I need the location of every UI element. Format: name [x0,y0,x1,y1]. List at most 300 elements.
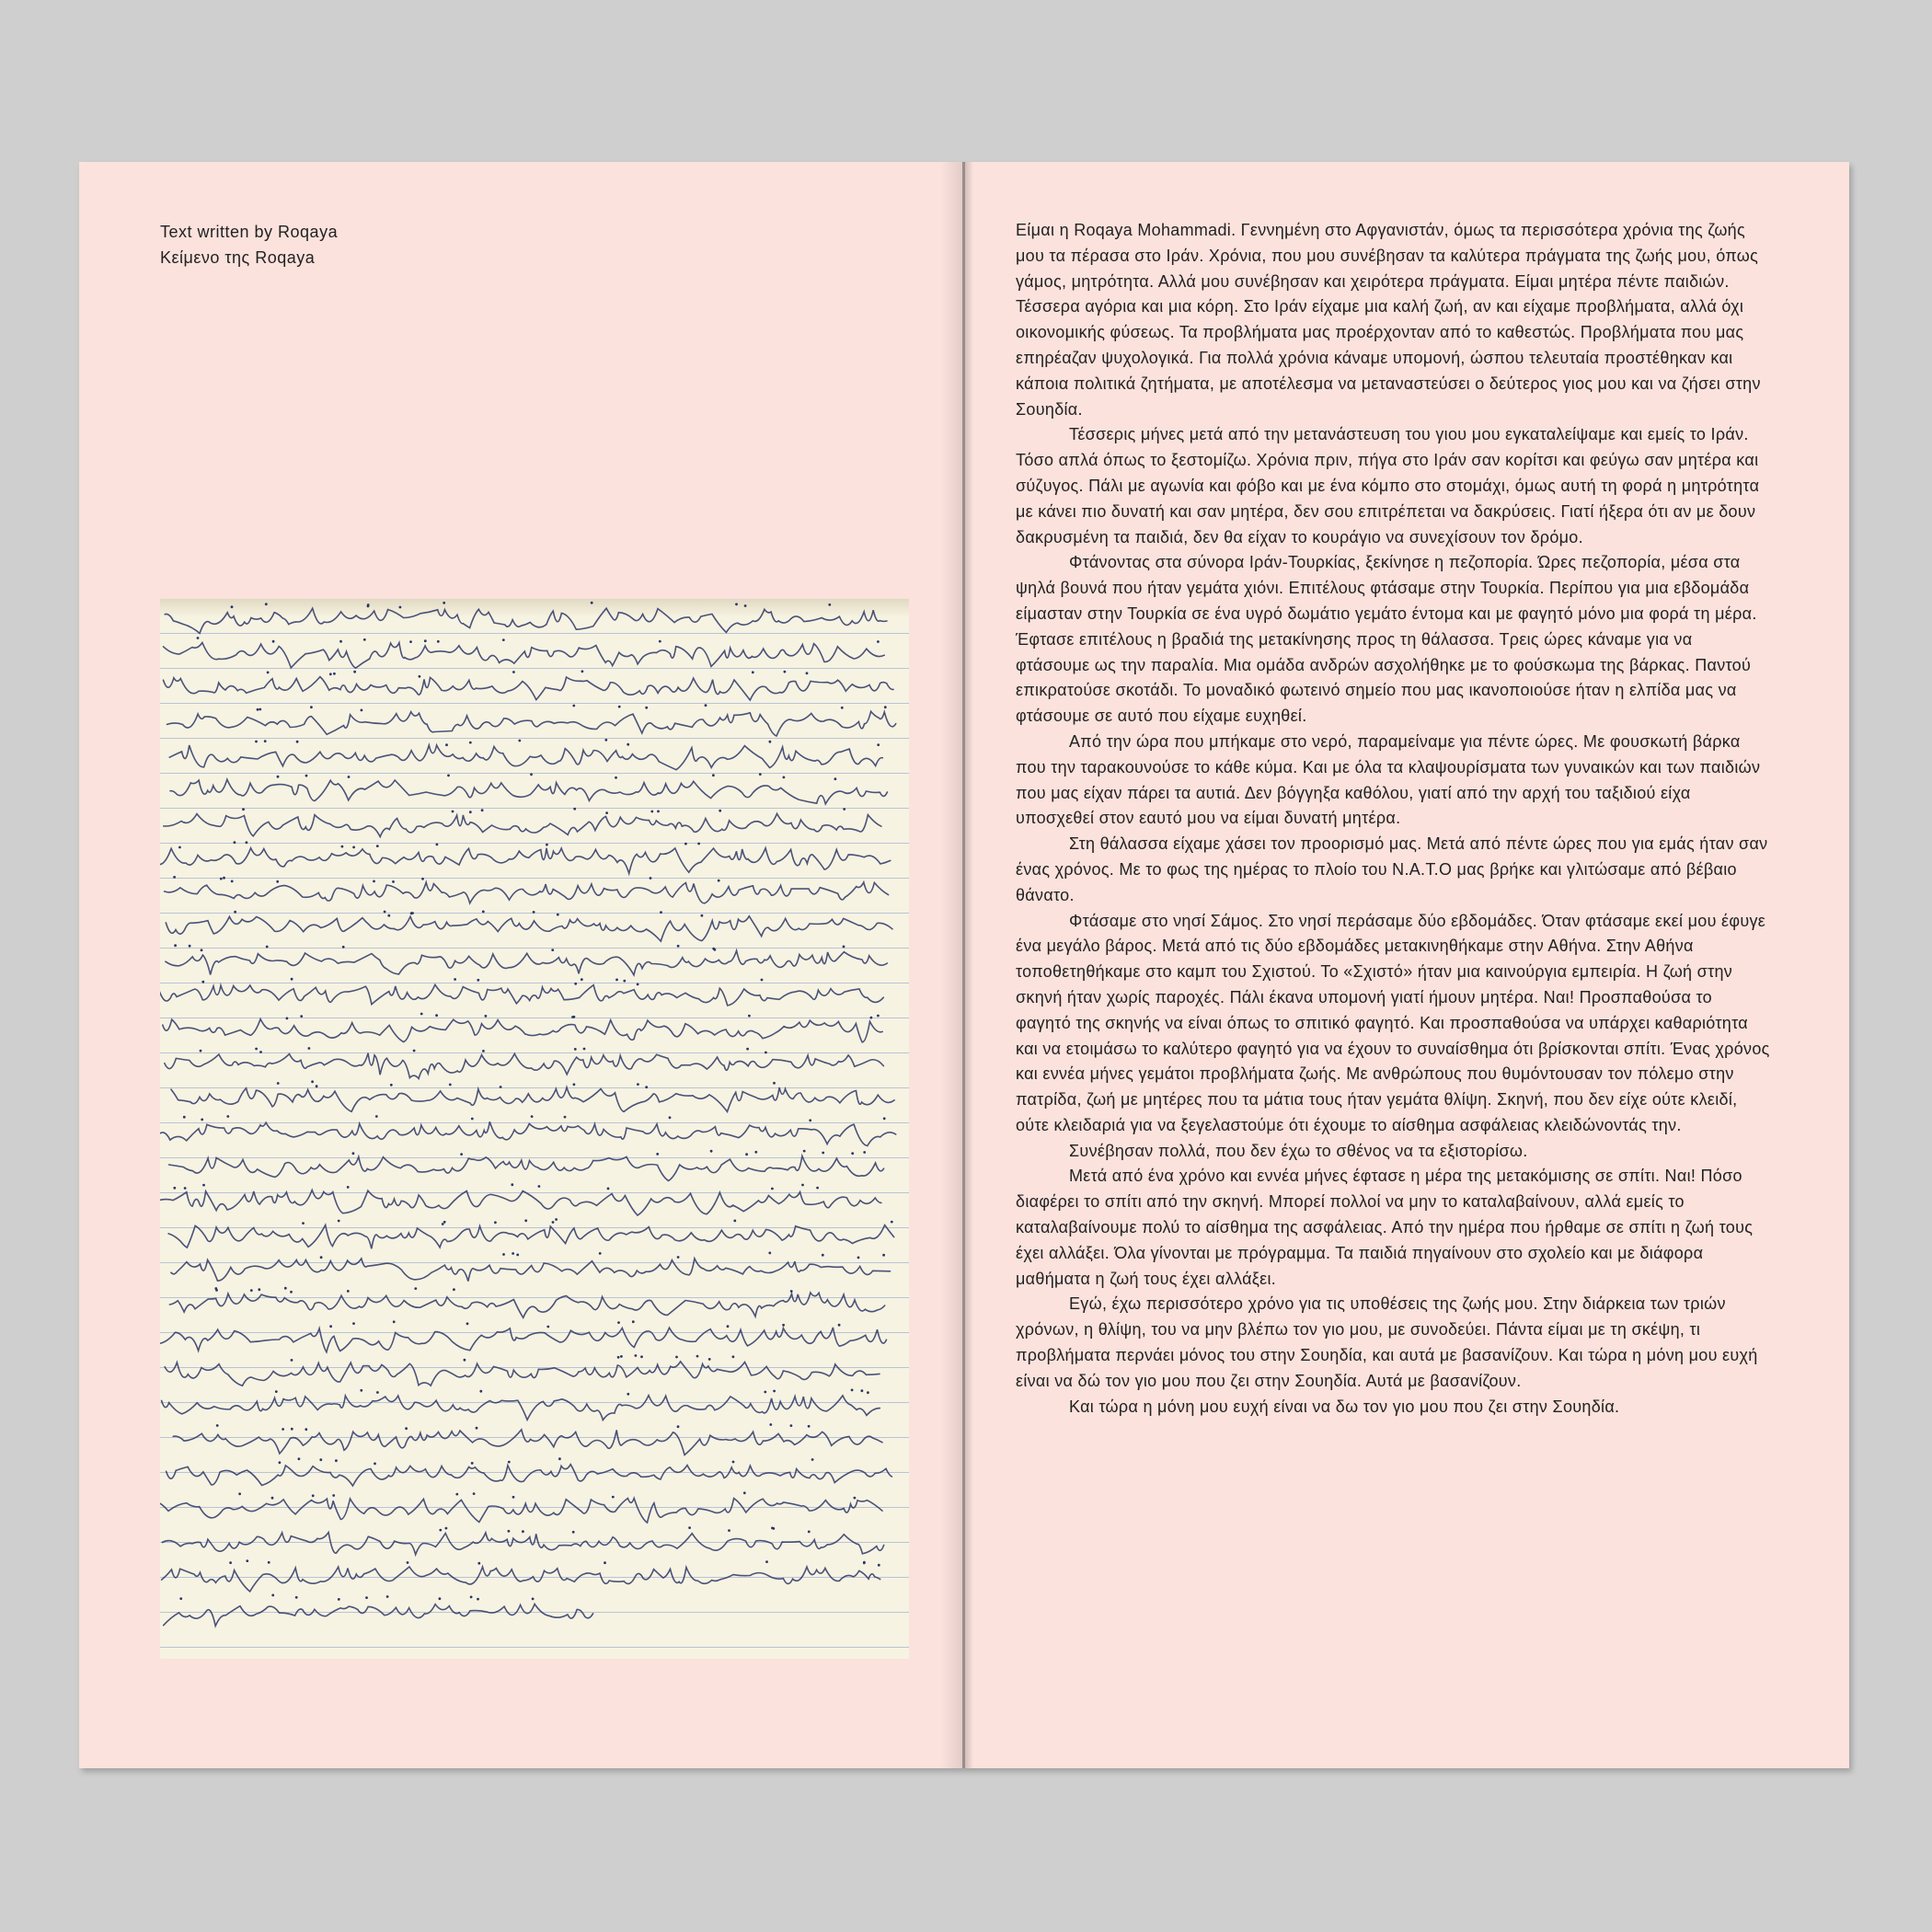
handwriting-dot [367,604,370,606]
handwriting-dot [295,1596,298,1599]
handwriting-line [167,1465,892,1486]
handwriting-line [166,950,887,975]
handwriting-line [171,1087,894,1112]
handwriting-dot [768,1252,771,1255]
handwriting-line [168,1225,894,1249]
handwriting-dot [284,1287,287,1290]
handwriting-dot [808,1531,811,1534]
paragraph: Μετά από ένα χρόνο και εννέα μήνες έφτασε η μέρα της μετακόμισης σε σπίτι. Ναι! Πόσο διαφέρει το σπίτι από την σκηνή. Μπορεί πολλοί να μην το καταλαβαίνουν, αλλά εμείς το καταλαβαίνουμε πολύ το αίσθημα της ασφάλειας. Από την ημέρα που ήρθαμε σε σπίτι η ζωή τους έχει αλλάξει. Όλα γίνονται με πρόγραμμα. Τα παιδιά πηγαίνουν στο σχολείο και με διάφορα μαθήματα η ζωή τους έχει αλλάξει. [1016,1167,1754,1288]
handwriting-line [169,1293,884,1317]
handwriting-dot [828,604,831,606]
paragraph: Από την ώρα που μπήκαμε στο νερό, παραμείναμε για πέντε ώρες. Με φουσκωτή βάρκα που την ταρακουνούσε το κάθε κύμα. Και με όλα τα κλαψουρίσματα των γυναικών και των παιδιών που μας είχαν πάρει τα αυτιά. Δεν βόγγηξα καθόλου, γιατί από την αρχή του ταξιδιού είχα υποσχεθεί στον εαυτό μου να είμαι δυνατή μητέρα. [1016,731,1761,828]
handwriting-line [165,1362,880,1386]
handwriting-dot [728,1529,730,1532]
handwriting-dot [870,1017,873,1019]
handwriting-dot [771,1188,774,1190]
handwriting-dot [854,1497,857,1500]
handwriting-dot [524,1219,527,1222]
handwriting-dot [769,1423,772,1426]
handwriting-dot [268,1561,270,1564]
handwriting-dot [764,1391,766,1394]
handwriting-dot [502,1253,505,1256]
handwriting-dot [557,914,559,916]
handwritten-letter-image [160,599,909,1659]
handwriting-dot [200,1050,202,1052]
handwriting-scribbles [160,599,909,1659]
handwriting-dot [604,1561,606,1564]
handwriting-line [173,1430,882,1455]
handwriting-dot [754,1151,757,1154]
handwriting-dot [255,741,258,743]
handwriting-dot [335,1459,338,1462]
handwriting-dot [338,1220,340,1223]
handwriting-dot [352,846,355,849]
handwriting-dot [413,1050,416,1052]
handwriting-dot [801,1184,804,1187]
handwriting-dot [481,809,484,811]
handwriting-dot [877,743,880,746]
handwriting-dot [712,948,715,950]
handwriting-dot [861,1389,864,1392]
handwriting-dot [657,811,660,813]
handwriting-dot [305,775,308,777]
handwriting-dot [581,670,584,673]
handwriting-dot [443,602,445,604]
handwriting-line [170,779,887,804]
handwriting-dot [838,1324,841,1327]
handwriting-dot [173,876,176,879]
handwriting-dot [712,774,715,776]
handwriting-dot [384,911,386,914]
handwriting-dot [229,1561,232,1564]
handwriting-dot [267,672,270,674]
handwriting-dot [551,949,554,951]
handwriting-line [160,1190,881,1216]
handwriting-dot [627,1393,629,1396]
handwriting-dot [173,1187,176,1190]
handwriting-dot [650,811,653,813]
handwriting-dot [632,1320,635,1323]
handwriting-dot [353,671,356,673]
handwriting-dot [645,1086,648,1088]
credit-english: Text written by Roqaya [160,223,339,241]
handwriting-dot [530,773,533,776]
handwriting-dot [688,1526,691,1529]
handwriting-dot [701,914,704,917]
handwriting-dot [727,1325,730,1328]
handwriting-dot [617,1321,620,1324]
handwriting-dot [179,1597,182,1600]
handwriting-line [164,813,881,836]
handwriting-dot [445,743,448,746]
handwriting-dot [482,1050,485,1052]
handwriting-dot [599,1252,602,1255]
handwriting-dot [843,946,845,949]
handwriting-dot [460,1153,463,1156]
handwriting-dot [290,1291,293,1294]
handwriting-dot [320,1256,323,1259]
handwriting-dot [877,1015,880,1018]
handwriting-dot [447,775,450,777]
handwriting-dot [811,1458,814,1461]
handwriting-dot [439,1597,442,1600]
handwriting-dot [733,1220,736,1223]
handwriting-dot [719,810,721,812]
handwriting-dot [312,1494,315,1497]
handwriting-dot [220,878,223,880]
handwriting-dot [473,1492,476,1495]
handwriting-dot [732,1461,735,1464]
handwriting-dot [677,1425,680,1428]
handwriting-dot [627,743,629,746]
handwriting-dot [365,1596,368,1599]
handwriting-dot [405,1427,408,1430]
handwriting-dot [477,979,479,982]
handwriting-dot [291,978,293,981]
handwriting-dot [822,1152,824,1155]
handwriting-dot [339,640,342,643]
handwriting-dot [305,1428,307,1431]
handwriting-dot [443,1221,446,1224]
handwriting-dot [452,811,454,813]
handwriting-dot [409,640,412,643]
handwriting-line [160,1499,882,1524]
handwriting-dot [392,880,395,883]
handwriting-dot [759,773,762,776]
handwriting-dot [635,1354,638,1357]
handwriting-dot [271,1594,274,1597]
handwriting-dot [617,1356,620,1359]
handwriting-dot [878,1564,880,1567]
left-page [79,162,964,1768]
handwriting-dot [302,1222,305,1225]
handwriting-dot [531,1115,534,1118]
handwriting-dot [705,704,707,707]
handwriting-dot [435,1014,438,1017]
handwriting-dot [773,1390,776,1393]
handwriting-dot [745,1153,748,1156]
handwriting-dot [300,1015,303,1018]
handwriting-dot [773,1082,776,1085]
handwriting-dot [684,843,687,845]
handwriting-dot [851,1152,854,1155]
handwriting-dot [552,1221,555,1224]
paragraph: Είμαι η Roqaya Mohammadi. Γεννημένη στο Αφγανιστάν, όμως τα περισσότερα χρόνια της ζωής μου τα πέρασα στο Ιράν. Χρόνια, που μου συνέβησαν τα καλύτερα πράγματα της ζωής μου, όπως γάμος, μητρότητα. Αλλά μου συνέβησαν και χειρότερα πράγματα. Είμαι μητέρα πέντε παιδιών. Τέσσερα αγόρια και μια κόρη. Στο Ιράν είχαμε μια καλή ζωή, αν και είχαμε προβλήματα, αλλά όχι οικονομικής φύσεως. Τα προβλήματα μας προέρχονταν από το καθεστώς. Προβλήματα που μας επηρέαζαν ψυχολογικά. Για πολλά χρόνια κάναμε υπομονή, ώσπου τελευταία προστέθηκαν και κάποια πολιτικά ζητήματα, με αποτέλεσμα να μεταναστεύσει ο δεύτερος γιος μου και να ζήσει στην Σουηδία. [1016,221,1761,419]
handwriting-line [162,1533,883,1555]
handwriting-dot [732,1355,735,1358]
handwriting-dot [420,1013,423,1016]
handwriting-line [165,1053,884,1079]
handwriting-dot [783,776,786,779]
handwriting-dot [215,1289,218,1292]
handwriting-dot [718,880,720,882]
handwriting-dot [571,1016,574,1018]
handwriting-dot [867,1391,869,1394]
handwriting-dot [455,1493,458,1496]
handwriting-dot [469,811,472,813]
handwriting-dot [319,1458,322,1461]
handwriting-dot [485,1015,488,1018]
handwriting-dot [591,602,593,604]
handwriting-dot [620,1355,623,1358]
handwriting-dot [216,1424,219,1427]
handwriting-dot [223,877,225,880]
handwriting-dot [442,1223,444,1225]
handwriting-dot [790,1290,793,1293]
handwriting-line [165,608,887,633]
handwriting-dot [291,1428,293,1431]
handwriting-dot [841,707,844,709]
handwriting-dot [348,776,351,778]
handwriting-dot [436,844,439,846]
book-gutter [962,162,965,1768]
handwriting-dot [677,945,680,948]
handwriting-dot [178,846,181,849]
handwriting-dot [843,808,845,811]
handwriting-dot [286,1018,289,1020]
handwriting-dot [471,1118,474,1121]
handwriting-line [160,984,883,1006]
handwriting-dot [341,845,344,848]
handwriting-dot [470,1596,473,1599]
handwriting-dot [471,1462,474,1465]
handwriting-line [163,1019,882,1042]
handwriting-dot [363,638,366,641]
handwriting-dot [264,740,267,742]
handwriting-dot [522,1530,524,1533]
handwriting-dot [494,1221,497,1224]
handwriting-dot [311,1080,314,1083]
handwriting-dot [573,1083,576,1086]
handwriting-dot [231,605,234,608]
handwriting-dot [637,1083,639,1086]
handwriting-dot [376,1391,379,1394]
handwriting-dot [708,1358,711,1361]
handwriting-dot [424,639,427,642]
handwriting-dot [884,706,887,708]
handwriting-dot [612,1496,615,1499]
handwriting-dot [259,1051,262,1053]
handwriting-dot [272,640,275,643]
handwriting-dot [640,1355,643,1358]
handwriting-dot [259,708,261,711]
handwriting-dot [197,637,200,639]
handwriting-dot [246,1559,248,1562]
handwriting-dot [744,604,747,607]
handwriting-line [166,916,892,941]
handwriting-dot [518,740,521,742]
handwriting-dot [645,707,648,709]
handwriting-dot [650,877,652,880]
handwriting-dot [275,1390,278,1393]
handwriting-dot [857,1257,860,1259]
handwriting-dot [669,1116,672,1119]
handwriting-line [164,643,885,669]
handwriting-dot [574,1048,577,1051]
handwriting-dot [482,911,485,914]
handwriting-line [162,1396,880,1420]
handwriting-dot [765,1560,768,1563]
handwriting-dot [310,706,313,708]
handwriting-dot [532,1598,535,1601]
handwriting-dot [790,1424,793,1427]
handwriting-dot [453,1288,455,1291]
handwriting-dot [466,1322,469,1325]
handwriting-dot [202,1184,205,1187]
handwriting-dot [538,1185,541,1188]
handwriting-dot [407,1561,409,1564]
handwriting-dot [342,946,345,949]
handwriting-dot [277,776,280,778]
handwriting-dot [399,606,402,609]
handwriting-dot [710,1150,713,1153]
handwriting-dot [558,1457,561,1460]
left-gutter-shadow [940,162,964,1768]
handwriting-dot [533,911,535,914]
handwriting-dot [352,1152,355,1155]
handwriting-dot [279,1461,282,1464]
handwriting-dot [421,878,424,880]
story-text [1016,218,1770,1420]
handwriting-line [164,1604,593,1627]
handwriting-dot [809,1119,811,1121]
handwriting-dot [572,1531,575,1534]
handwriting-dot [851,1389,854,1392]
handwriting-dot [437,640,440,643]
handwriting-dot [512,671,515,673]
right-gutter-shadow [964,162,973,1768]
handwriting-dot [361,709,363,712]
handwriting-dot [276,880,279,883]
handwriting-dot [226,1115,229,1118]
handwriting-dot [822,1254,824,1257]
handwriting-dot [735,603,738,605]
handwriting-line [169,1156,884,1181]
handwriting-dot [883,1117,886,1120]
handwriting-dot [469,742,472,744]
handwriting-dot [477,1562,480,1565]
handwriting-dot [333,673,336,675]
paragraph: Και τώρα η μόνη μου ευχή είναι να δω τον γιο μου που ζει στην Σουηδία. [1069,1397,1620,1416]
handwriting-dot [806,672,809,674]
handwriting-dot [234,841,236,844]
handwriting-dot [174,944,177,947]
handwriting-line [169,745,882,770]
handwriting-dot [660,911,662,914]
handwriting-line [162,1567,880,1592]
handwriting-dot [808,1425,811,1428]
handwriting-dot [752,671,754,673]
handwriting-dot [454,978,456,981]
handwriting-line [160,1328,886,1352]
handwriting-dot [743,1491,746,1494]
credit-block [160,219,338,270]
handwriting-dot [373,880,375,883]
handwriting-dot [439,1529,442,1532]
handwriting-dot [573,808,576,811]
paragraph: Φτάνοντας στα σύνορα Ιράν-Τουρκίας, ξεκίνησε η πεζοπορία. Ώρες πεζοπορία, μέσα στα ψηλά βουνά που ήταν γεμάτα χιόνι. Επιτέλους φτάσαμε στην Τουρκία. Περίπου για μια εβδομάδα είμασταν στην Τουρκία σε ένα υγρό δωμάτιο γεμάτο έντομα και με φαγητό μόνο μια φορά τη μέρα. Έφτασε επιτέλους η βραδιά της μετακίνησης προς τη θάλασσα. Τρεις ώρες κάναμε για να φτάσουμε ως την παραλία. Μια ομάδα ανδρών ασχολήθηκε με το φούσκωμα της βάρκας. Παντού επικρατούσε σκοτάδι. Το μοναδικό φωτεινό σημείο που μας ικανοποιούσε ήταν η ελπίδα μας να φτάσουμε σε αυτό που είχαμε ευχηθεί. [1016,553,1757,726]
handwriting-line [165,882,889,903]
handwriting-dot [184,1187,187,1190]
handwriting-dot [772,1527,775,1530]
handwriting-dot [374,1463,376,1466]
handwriting-dot [564,1116,567,1119]
handwriting-dot [816,1187,819,1190]
handwriting-dot [803,1150,806,1153]
handwriting-dot [242,808,245,811]
handwriting-dot [411,912,414,914]
handwriting-line [160,1121,896,1145]
handwriting-dot [782,1324,785,1327]
handwriting-dot [607,1188,610,1190]
handwriting-dot [255,1048,258,1051]
handwriting-dot [863,1151,866,1154]
handwriting-dot [477,1598,479,1601]
handwriting-dot [393,1320,396,1323]
handwriting-dot [615,776,617,779]
handwriting-dot [386,1595,389,1598]
handwriting-dot [697,843,700,845]
handwriting-dot [308,1047,311,1050]
handwriting-dot [675,1356,678,1359]
handwriting-dot [231,880,234,883]
handwriting-dot [246,841,248,844]
handwriting-dot [376,845,379,847]
handwriting-dot [479,1390,482,1393]
handwriting-dot [390,1084,393,1087]
handwriting-dot [761,979,764,982]
handwriting-dot [615,979,618,982]
handwriting-dot [347,1290,350,1293]
handwriting-dot [784,671,787,673]
handwriting-dot [583,1048,586,1051]
handwriting-dot [291,1359,293,1362]
handwriting-dot [257,708,259,711]
handwriting-dot [414,1287,417,1290]
handwriting-dot [677,1256,680,1259]
handwriting-dot [449,1084,452,1087]
handwriting-dot [352,1322,355,1325]
handwriting-dot [282,1428,284,1431]
handwriting-dot [659,640,661,643]
handwriting-dot [277,1082,280,1085]
handwriting-dot [316,1085,318,1087]
handwriting-line [167,711,896,736]
handwriting-dot [296,741,299,743]
handwriting-dot [464,1359,466,1362]
handwriting-dot [618,706,621,708]
handwriting-dot [387,914,390,917]
handwriting-dot [891,1221,893,1224]
handwriting-dot [502,638,505,641]
handwriting-dot [546,1326,549,1328]
handwriting-dot [347,1186,350,1189]
handwriting-dot [512,1496,515,1499]
handwriting-line [164,677,894,700]
handwriting-dot [332,1494,335,1497]
handwriting-dot [189,945,191,948]
handwriting-dot [508,1461,511,1464]
handwriting-dot [234,911,236,914]
handwriting-dot [748,1015,751,1018]
credit-greek: Κείμενο της Roqaya [160,248,316,267]
handwriting-dot [882,1254,885,1257]
paragraph: Φτάσαμε στο νησί Σάμος. Στο νησί περάσαμε δύο εβδομάδες. Όταν φτάσαμε εκεί μου έφυγε ένα μεγάλο βάρος. Μετά από τις δύο εβδομάδες μετακινηθήκαμε στην Αθήνα. Στην Αθήνα τοποθετηθήκαμε στο καμπ του Σχιστού. Το «Σχιστό» ήταν μια καινούργια εμπειρία. Η ζωή στην σκηνή ήταν χωρίς παροχές. Πάλι έκανα υπομονή γιατί ήμουν μητέρα. Ναι! Προσπαθούσα το φαγητό της σκηνής να είναι όπως το σπιτικό φαγητό. Και προσπαθούσα να υπάρχει καθαριότητα και να ετοιμάσω το καλύτερο φαγητό για να έχουν το συναίσθημα ότι βρίσκονται σπίτι. Ένας χρόνος και εννέα μήνες γεμάτοι προβλήματα ζωής. Με ανθρώπους που θυμόντουσαν τον πόλεμο στην πατρίδα, ζωή με μητέρες που τα μάτια τους ήταν γεμάτα θλίψη. Σκηνή, που δεν είχε ούτε κλειδί, ούτε κλειδαριά για να ξεγελαστούμε ότι έχουμε το αίσθημα ασφάλειας κλειδώνοντάς την. [1016,911,1770,1134]
handwriting-dot [546,844,548,846]
handwriting-dot [765,1052,767,1054]
handwriting-dot [512,1252,514,1255]
handwriting-dot [834,777,837,780]
